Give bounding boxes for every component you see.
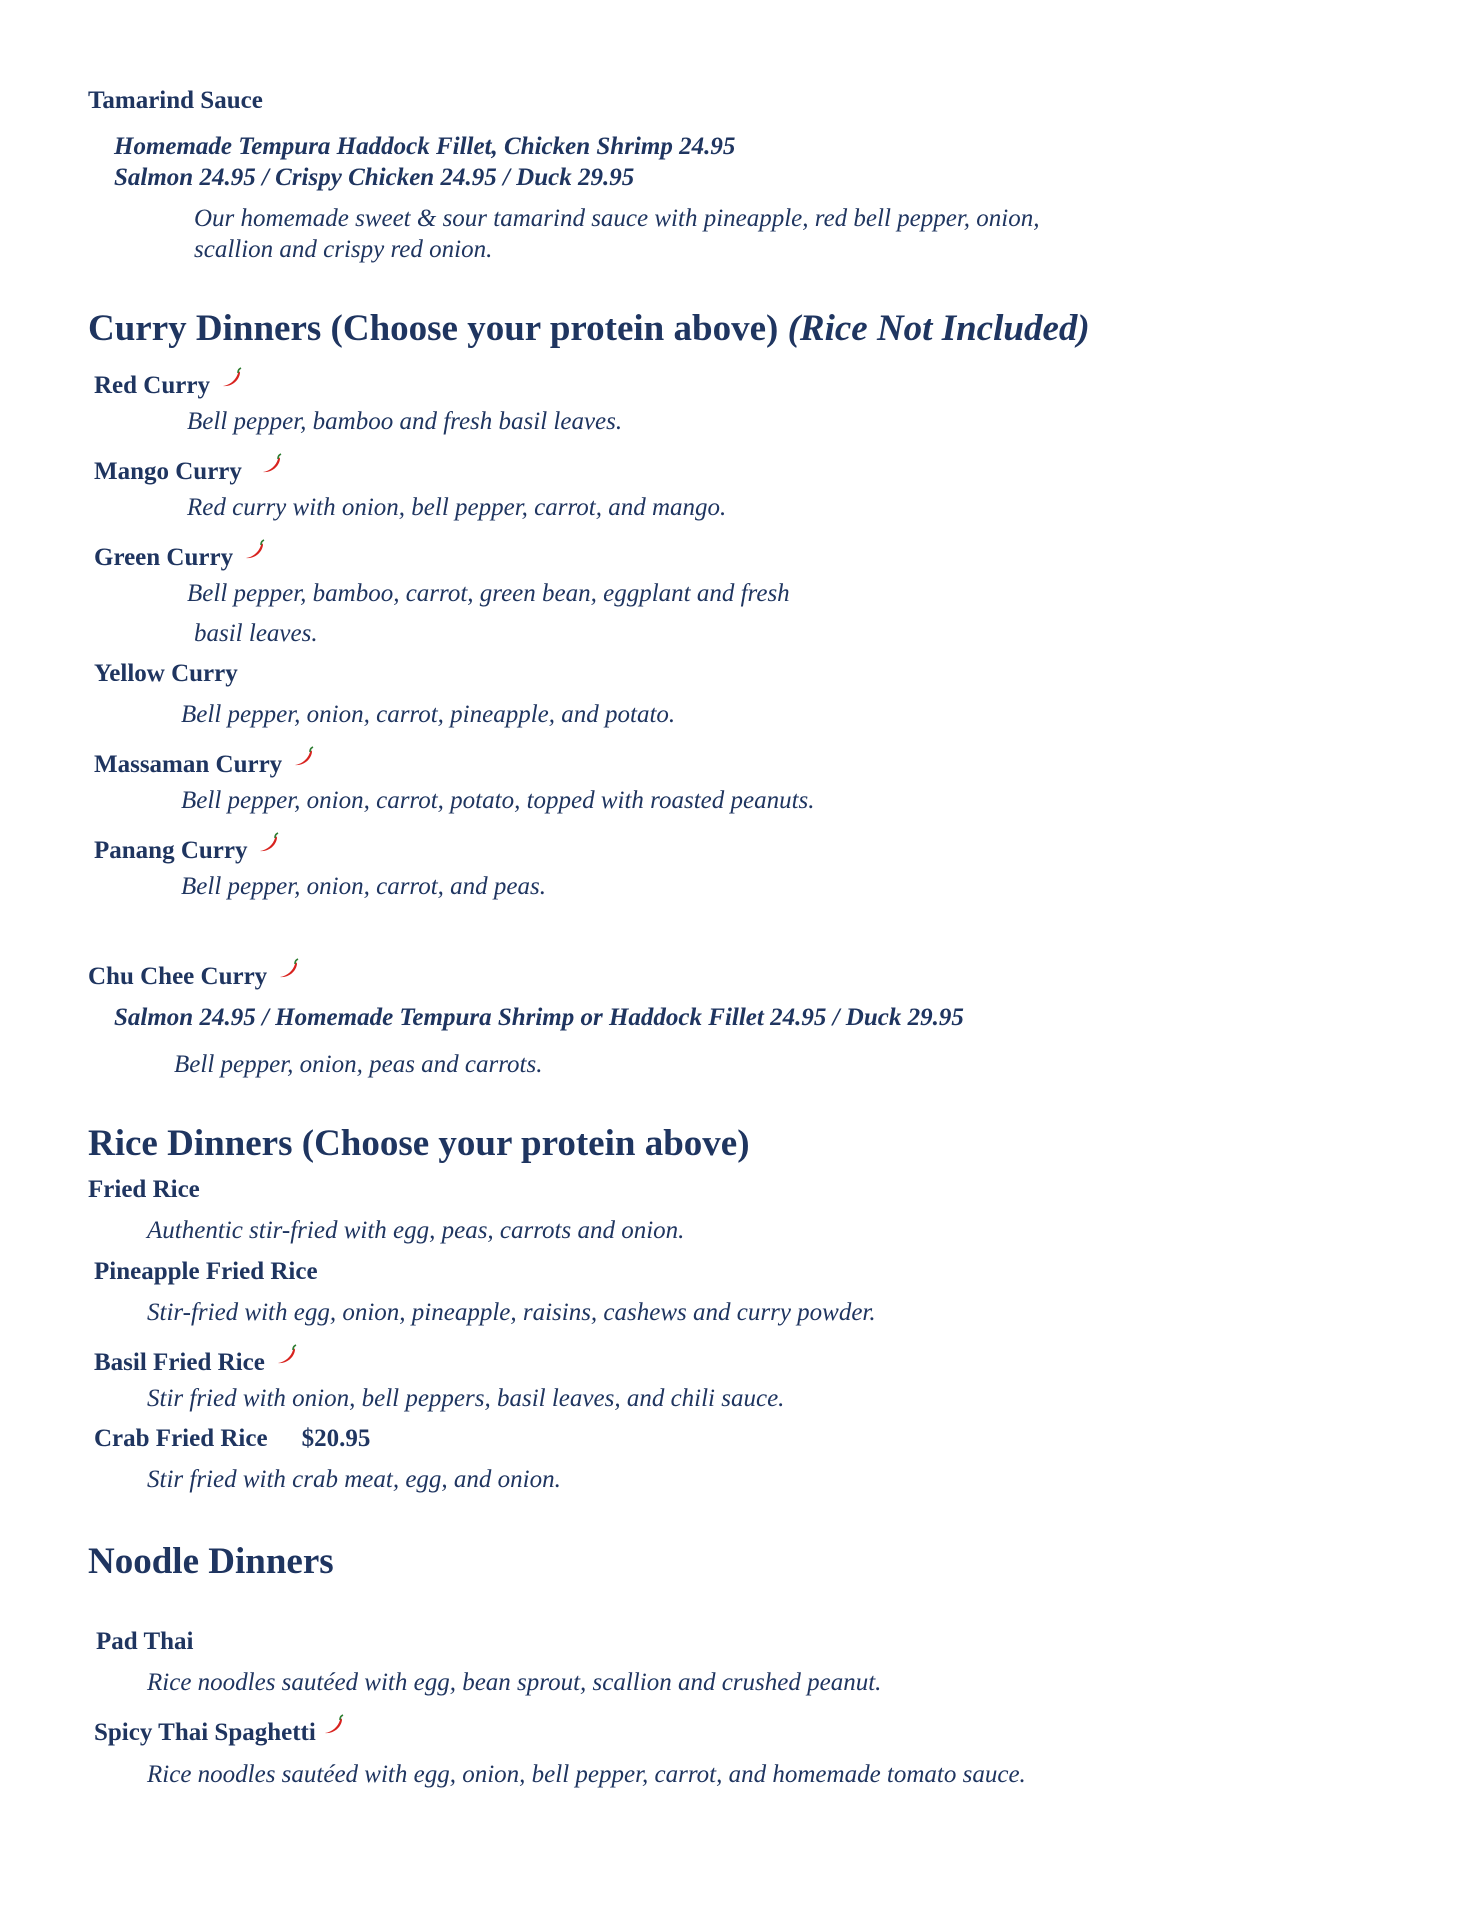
menu-item-desc: Rice noodles sautéed with egg, onion, bell pepper, carrot, and homemade tomato sauce. xyxy=(147,1761,1026,1788)
menu-item-chu-chee-curry xyxy=(88,958,299,991)
menu-item-spicy-thai-spaghetti xyxy=(94,1714,344,1747)
menu-item-desc: Bell pepper, bamboo and fresh basil leaves. xyxy=(187,408,623,435)
menu-item-green-curry xyxy=(94,539,265,572)
chili-pepper-icon xyxy=(292,746,314,768)
item-name: Pineapple Fried Rice xyxy=(94,1258,318,1285)
item-name: Yellow Curry xyxy=(94,660,238,687)
curry-heading-text: Curry Dinners (Choose your protein above) xyxy=(88,308,788,349)
menu-item-massaman-curry xyxy=(94,746,314,779)
tamarind-desc-line-2: scallion and crispy red onion. xyxy=(194,236,493,263)
item-name: Red Curry xyxy=(94,372,210,399)
menu-item-desc: Bell pepper, onion, carrot, potato, topped with roasted peanuts. xyxy=(181,787,815,814)
menu-item-pineapple-fried-rice xyxy=(94,1258,318,1286)
chu-chee-desc: Bell pepper, onion, peas and carrots. xyxy=(174,1051,543,1078)
tamarind-proteins-line-1: Homemade Tempura Haddock Fillet, Chicken Shrimp 24.95 xyxy=(114,133,736,160)
item-name: Fried Rice xyxy=(88,1176,200,1203)
menu-item-desc: Stir-fried with egg, onion, pineapple, raisins, cashews and curry powder. xyxy=(147,1299,876,1326)
noodle-dinners-heading: Noodle Dinners xyxy=(88,1541,334,1582)
chu-chee-proteins: Salmon 24.95 / Homemade Tempura Shrimp or Haddock Fillet 24.95 / Duck 29.95 xyxy=(114,1004,964,1031)
menu-item-crab-fried-rice xyxy=(94,1425,370,1453)
item-price: $20.95 xyxy=(301,1425,371,1452)
item-name: Spicy Thai Spaghetti xyxy=(94,1719,316,1746)
item-name: Mango Curry xyxy=(94,458,242,485)
menu-item-desc: Authentic stir-fried with egg, peas, carrots and onion. xyxy=(147,1217,685,1244)
tamarind-proteins-line-2: Salmon 24.95 / Crispy Chicken 24.95 / Duck 29.95 xyxy=(114,164,635,191)
menu-item-panang-curry xyxy=(94,832,279,865)
menu-item-desc: Bell pepper, onion, carrot, pineapple, and potato. xyxy=(181,701,676,728)
menu-item-desc: Stir fried with crab meat, egg, and onion. xyxy=(147,1466,561,1493)
menu-item-basil-fried-rice xyxy=(94,1344,297,1377)
menu-item-fried-rice xyxy=(88,1176,200,1204)
tamarind-sauce-title: Tamarind Sauce xyxy=(88,87,263,114)
item-name: Green Curry xyxy=(94,544,234,571)
chili-pepper-icon xyxy=(260,453,282,475)
chili-pepper-icon xyxy=(220,367,242,389)
menu-item-yellow-curry xyxy=(94,660,238,688)
chili-pepper-icon xyxy=(322,1714,344,1736)
menu-item-mango-curry xyxy=(94,453,282,486)
chili-pepper-icon xyxy=(275,1344,297,1366)
item-name: Pad Thai xyxy=(96,1628,194,1655)
item-name: Basil Fried Rice xyxy=(94,1349,265,1376)
rice-dinners-heading: Rice Dinners (Choose your protein above) xyxy=(88,1123,750,1164)
item-name: Crab Fried Rice xyxy=(94,1425,268,1452)
menu-item-red-curry xyxy=(94,367,242,400)
item-name: Panang Curry xyxy=(94,837,248,864)
menu-item-desc: Stir fried with onion, bell peppers, basil leaves, and chili sauce. xyxy=(147,1385,785,1412)
curry-dinners-heading xyxy=(88,307,1090,350)
chili-pepper-icon xyxy=(277,958,299,980)
menu-item-desc: Bell pepper, bamboo, carrot, green bean, eggplant and fresh xyxy=(187,580,790,607)
tamarind-desc-line-1: Our homemade sweet & sour tamarind sauce with pineapple, red bell pepper, onion, xyxy=(194,205,1040,232)
chili-pepper-icon xyxy=(243,539,265,561)
menu-item-desc: Red curry with onion, bell pepper, carrot, and mango. xyxy=(187,494,727,521)
menu-item-desc-line-2: basil leaves. xyxy=(194,620,318,647)
menu-item-pad-thai xyxy=(96,1628,194,1656)
item-name: Chu Chee Curry xyxy=(88,963,268,990)
item-name: Massaman Curry xyxy=(94,751,283,778)
curry-heading-note: (Rice Not Included) xyxy=(787,308,1090,349)
menu-item-desc: Rice noodles sautéed with egg, bean sprout, scallion and crushed peanut. xyxy=(147,1669,882,1696)
menu-item-desc: Bell pepper, onion, carrot, and peas. xyxy=(181,873,547,900)
chili-pepper-icon xyxy=(257,832,279,854)
